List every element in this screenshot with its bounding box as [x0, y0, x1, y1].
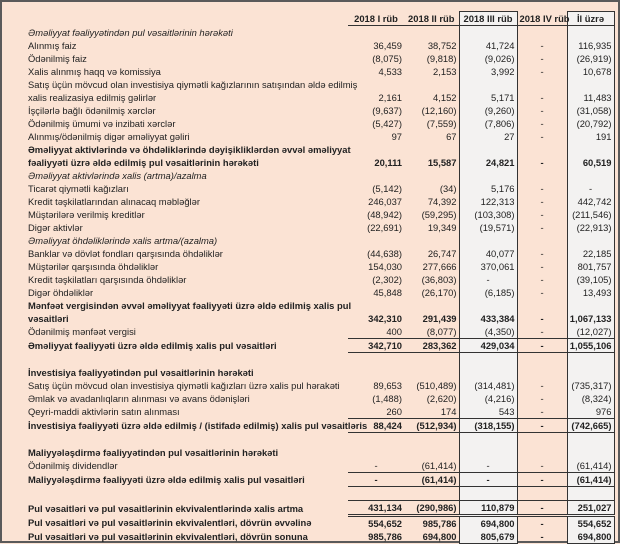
- value-cell: [459, 433, 517, 447]
- row-label: Kredit təşkilatlarından alınacaq məbləğlər: [28, 196, 200, 207]
- value-cell: (61,414): [567, 473, 614, 487]
- value-cell: [517, 366, 567, 379]
- value-cell: -: [540, 287, 544, 298]
- value-cell: -: [517, 459, 567, 473]
- table-row: [8, 339, 614, 353]
- table-row: [8, 65, 614, 78]
- row-label: Ticarət qiymətli kağızları: [28, 183, 129, 194]
- value-cell: [348, 234, 404, 247]
- value-cell: -: [540, 92, 544, 103]
- value-cell: 22,185: [567, 247, 614, 260]
- row-label: fəaliyyəti üzrə əldə edilmiş pul vəsaitlərinin hərəkəti: [28, 157, 259, 168]
- table-row: [8, 312, 614, 325]
- value-cell: -: [517, 405, 567, 419]
- table-row: [8, 195, 614, 208]
- row-label: Satış üçün mövcud olan investisiya qiymətli kağızları üzrə xalis pul hərakəti: [28, 380, 340, 391]
- value-cell: 805,679: [459, 530, 517, 544]
- table-row: [8, 104, 614, 117]
- value-cell: -: [540, 157, 544, 168]
- value-cell: (12,027): [567, 325, 614, 339]
- value-cell: [348, 446, 404, 459]
- value-cell: -: [517, 325, 567, 339]
- header-label-cell: [8, 12, 348, 26]
- value-cell: 342,710: [348, 339, 404, 353]
- row-label: Ödənilmiş faiz: [28, 53, 87, 64]
- value-cell: 5,171: [459, 91, 517, 104]
- row-label: Pul vəsaitləri və pul vəsaitlərinin ekvivalentləri, dövrün əvvəlinə: [28, 517, 312, 529]
- value-cell: 122,313: [459, 195, 517, 208]
- value-cell: [517, 353, 567, 367]
- value-cell: 191: [567, 130, 614, 143]
- row-label: Pul vəsaitləri və pul vəsaitlərinin ekvivalentləri, dövrün sonuna: [28, 531, 308, 543]
- value-cell: [567, 234, 614, 247]
- value-cell: 433,384: [459, 312, 517, 325]
- value-cell: (735,317): [567, 379, 614, 392]
- value-cell: 174: [404, 405, 459, 419]
- value-cell: -: [540, 261, 544, 272]
- value-cell: 2,161: [378, 92, 402, 103]
- row-label: Əməliyyat fəaliyyətindən pul vəsaitlərinin hərəkəti: [28, 26, 233, 38]
- value-cell: 19,349: [427, 222, 457, 233]
- value-cell: (5,427): [372, 118, 402, 129]
- value-cell: [459, 487, 517, 501]
- value-cell: 442,742: [567, 195, 614, 208]
- value-cell: 342,310: [368, 313, 402, 324]
- value-cell: [459, 78, 517, 91]
- value-cell: (26,919): [567, 52, 614, 65]
- value-cell: [459, 353, 517, 367]
- value-cell: -: [540, 313, 544, 324]
- value-cell: -: [540, 248, 544, 259]
- row-label: Əməliyyat aktivlərində və öhdəliklərində dəyişikliklərdən əvvəl əməliyyat: [28, 144, 351, 155]
- value-cell: (6,185): [459, 286, 517, 299]
- value-cell: -: [348, 473, 404, 487]
- value-cell: (61,414): [404, 459, 459, 473]
- value-cell: [348, 26, 404, 40]
- value-cell: [459, 143, 517, 156]
- value-cell: -: [540, 531, 544, 543]
- value-cell: -: [540, 66, 544, 77]
- value-cell: [404, 353, 459, 367]
- row-label: Alınmış/ödənilmiş digər əməliyyat gəliri: [28, 131, 190, 142]
- value-cell: 27: [459, 130, 517, 143]
- value-cell: -: [540, 131, 544, 142]
- value-cell: -: [459, 459, 517, 473]
- row-label: Əməliyyat öhdəliklərində xalis artma/(azalma): [28, 235, 218, 246]
- row-label: [8, 487, 348, 501]
- value-cell: 260: [348, 405, 404, 419]
- row-label: Alınmış faiz: [28, 40, 77, 51]
- value-cell: -: [348, 459, 404, 473]
- value-cell: -: [540, 222, 544, 233]
- value-cell: [404, 78, 459, 91]
- value-cell: 15,587: [427, 157, 457, 168]
- value-cell: [404, 366, 459, 379]
- value-cell: [459, 366, 517, 379]
- value-cell: 74,392: [427, 196, 457, 207]
- table-row: [8, 234, 614, 247]
- column-header: 2018 IV rüb: [517, 12, 567, 26]
- value-cell: 4,152: [433, 92, 457, 103]
- value-cell: [404, 26, 459, 40]
- value-cell: 154,030: [368, 261, 402, 272]
- row-label: Əmlak və avadanlıqların alınması və avans ödənişləri: [28, 393, 250, 404]
- value-cell: (12,160): [421, 105, 457, 116]
- value-cell: 694,800: [459, 516, 517, 531]
- table-row: [8, 379, 614, 392]
- value-cell: -: [540, 40, 544, 51]
- value-cell: 5,176: [459, 182, 517, 195]
- value-cell: -: [517, 501, 567, 516]
- value-cell: [567, 433, 614, 447]
- row-label: Ödənilmiş mənfəət vergisi: [28, 326, 136, 338]
- value-cell: 45,848: [373, 287, 402, 298]
- table-row: [8, 405, 614, 419]
- value-cell: (7,806): [459, 117, 517, 130]
- value-cell: (510,489): [416, 380, 457, 391]
- table-row: [8, 169, 614, 182]
- value-cell: (4,350): [459, 325, 517, 339]
- value-cell: (9,637): [372, 105, 402, 116]
- value-cell: (20,792): [567, 117, 614, 130]
- row-label: Xalis alınmış haqq və komissiya: [28, 66, 161, 77]
- table-row: [8, 182, 614, 195]
- value-cell: (36,803): [421, 274, 457, 285]
- value-cell: (26,170): [421, 287, 457, 298]
- value-cell: 976: [567, 405, 614, 419]
- value-cell: 543: [459, 405, 517, 419]
- value-cell: 277,666: [422, 261, 457, 272]
- value-cell: (44,638): [367, 248, 402, 259]
- value-cell: (48,942): [367, 209, 402, 220]
- value-cell: 26,747: [427, 248, 457, 259]
- value-cell: 3,992: [459, 65, 517, 78]
- row-label: [8, 433, 348, 447]
- value-cell: -: [459, 273, 517, 286]
- table-row: [8, 299, 614, 312]
- value-cell: [459, 299, 517, 312]
- table-row: [8, 52, 614, 65]
- value-cell: (9,818): [426, 53, 457, 64]
- value-cell: (61,414): [567, 459, 614, 473]
- value-cell: [404, 169, 459, 182]
- row-label: Qeyri-maddi aktivlərin satın alınması: [28, 406, 180, 418]
- value-cell: (31,058): [567, 104, 614, 117]
- value-cell: [459, 169, 517, 182]
- value-cell: [459, 26, 517, 40]
- value-cell: -: [517, 419, 567, 433]
- value-cell: 694,800: [567, 530, 614, 544]
- value-cell: [517, 234, 567, 247]
- value-cell: 116,935: [567, 39, 614, 52]
- table-row: [8, 487, 614, 501]
- value-cell: (8,075): [372, 53, 402, 64]
- table-row: [8, 247, 614, 260]
- value-cell: [517, 299, 567, 312]
- value-cell: 20,111: [374, 157, 402, 168]
- value-cell: [348, 299, 404, 312]
- row-label: Ödənilmiş ümumi və inzibati xərclər: [28, 118, 176, 129]
- value-cell: [567, 78, 614, 91]
- value-cell: 89,653: [373, 380, 402, 391]
- value-cell: [348, 169, 404, 182]
- column-header: İl üzrə: [567, 12, 614, 26]
- value-cell: (2,302): [372, 274, 402, 285]
- value-cell: (1,488): [372, 393, 402, 404]
- table-row: [8, 39, 614, 52]
- table-row: [8, 433, 614, 447]
- value-cell: 694,800: [422, 531, 457, 543]
- value-cell: (4,216): [459, 392, 517, 405]
- value-cell: 554,652: [567, 516, 614, 531]
- value-cell: (318,155): [459, 419, 517, 433]
- row-label: İnvestisiya fəaliyyəti üzrə əldə edilmiş / (istifadə edilmiş) xalis pul vəsaitləris: [28, 420, 368, 431]
- value-cell: [404, 433, 459, 447]
- column-header: 2018 III rüb: [459, 12, 517, 26]
- value-cell: 110,879: [459, 501, 517, 516]
- value-cell: 88,424: [348, 419, 404, 433]
- value-cell: [567, 353, 614, 367]
- value-cell: (9,260): [459, 104, 517, 117]
- row-label: Maliyyələşdirmə fəaliyyətindən pul vəsaitlərinin hərəkəti: [28, 447, 279, 458]
- row-label: Digər öhdəliklər: [28, 287, 94, 298]
- table-row: [8, 260, 614, 273]
- table-row: [8, 366, 614, 379]
- value-cell: [404, 487, 459, 501]
- value-cell: -: [540, 518, 544, 529]
- value-cell: 400: [348, 325, 404, 339]
- table-row: [8, 78, 614, 91]
- value-cell: -: [540, 118, 544, 129]
- value-cell: (34): [439, 183, 457, 194]
- value-cell: -: [540, 393, 544, 404]
- row-label: Müştərilərə verilmiş kreditlər: [28, 209, 145, 220]
- value-cell: 1,067,133: [567, 312, 614, 325]
- table-row: [8, 117, 614, 130]
- table-row: [8, 156, 614, 169]
- table-row: [8, 516, 614, 531]
- value-cell: 13,493: [567, 286, 614, 299]
- value-cell: 431,134: [348, 501, 404, 516]
- column-header: 2018 I rüb: [348, 12, 404, 26]
- value-cell: [404, 446, 459, 459]
- value-cell: 38,752: [427, 40, 457, 51]
- value-cell: 246,037: [368, 196, 402, 207]
- value-cell: 11,483: [567, 91, 614, 104]
- row-label: Pul vəsaitləri və pul vəsaitlərinin ekvivalentlərində xalis artma: [28, 502, 304, 514]
- row-label: Banklar və dövlət fondları qarşısında öhdəliklər: [28, 248, 223, 259]
- table-row: [8, 26, 614, 40]
- value-cell: 41,724: [459, 39, 517, 52]
- value-cell: -: [540, 274, 544, 285]
- value-cell: [567, 169, 614, 182]
- row-label: [8, 353, 348, 367]
- row-label: Satış üçün mövcud olan investisiya qiymətli kağızlarının satışından əldə edilmiş: [28, 79, 358, 90]
- value-cell: [348, 366, 404, 379]
- value-cell: -: [540, 105, 544, 116]
- value-cell: (39,105): [567, 273, 614, 286]
- value-cell: 40,077: [459, 247, 517, 260]
- row-label: Kredit təşkilatları qarşısında öhdəliklər: [28, 274, 187, 285]
- value-cell: [404, 299, 459, 312]
- row-label: Müştərilər qarşısında öhdəliklər: [28, 261, 159, 272]
- value-cell: (742,665): [567, 419, 614, 433]
- value-cell: [348, 487, 404, 501]
- value-cell: 429,034: [459, 339, 517, 353]
- value-cell: 554,652: [368, 518, 402, 529]
- value-cell: 67: [446, 131, 457, 142]
- value-cell: [567, 26, 614, 40]
- value-cell: [517, 169, 567, 182]
- table-row: [8, 273, 614, 286]
- row-label: vəsaitləri: [28, 313, 69, 324]
- row-label: Digər aktivlər: [28, 222, 83, 233]
- value-cell: (9,026): [459, 52, 517, 65]
- value-cell: (61,414): [404, 473, 459, 487]
- value-cell: (103,308): [459, 208, 517, 221]
- value-cell: (7,559): [426, 118, 457, 129]
- table-row: [8, 143, 614, 156]
- table-row: [8, 353, 614, 367]
- row-label: İnvestisiya fəaliyyətindən pul vəsaitlərinin hərəkəti: [28, 367, 254, 378]
- value-cell: [404, 143, 459, 156]
- table-row: [8, 91, 614, 104]
- row-label: xalis realizasiya edilmiş gəlirlər: [28, 92, 157, 103]
- value-cell: [348, 353, 404, 367]
- value-cell: (22,691): [367, 222, 402, 233]
- value-cell: 60,519: [567, 156, 614, 169]
- value-cell: [404, 234, 459, 247]
- value-cell: [567, 366, 614, 379]
- row-label: Əməliyyat fəaliyyəti üzrə əldə edilmiş xalis pul vəsaitləri: [28, 340, 277, 351]
- value-cell: -: [459, 473, 517, 487]
- value-cell: 4,533: [378, 66, 402, 77]
- value-cell: (8,077): [404, 325, 459, 339]
- table-row: [8, 501, 614, 516]
- table-header-row: [8, 12, 614, 26]
- table-row: [8, 286, 614, 299]
- value-cell: -: [517, 473, 567, 487]
- value-cell: -: [517, 339, 567, 353]
- value-cell: [517, 143, 567, 156]
- value-cell: (290,986): [404, 501, 459, 516]
- value-cell: (211,546): [567, 208, 614, 221]
- value-cell: (8,324): [567, 392, 614, 405]
- value-cell: -: [540, 209, 544, 220]
- value-cell: [517, 487, 567, 501]
- value-cell: 985,786: [422, 518, 457, 529]
- value-cell: 370,061: [459, 260, 517, 273]
- value-cell: [567, 446, 614, 459]
- table-row: [8, 473, 614, 487]
- value-cell: 24,821: [459, 156, 517, 169]
- row-label: Maliyyələşdirmə fəaliyyəti üzrə əldə edilmiş xalis pul vəsaitləri: [28, 474, 305, 485]
- table-row: [8, 419, 614, 433]
- value-cell: [459, 446, 517, 459]
- value-cell: -: [540, 183, 544, 194]
- value-cell: [567, 143, 614, 156]
- table-row: [8, 459, 614, 473]
- value-cell: 291,439: [422, 313, 457, 324]
- value-cell: [567, 299, 614, 312]
- value-cell: (5,142): [372, 183, 402, 194]
- value-cell: [348, 143, 404, 156]
- value-cell: 10,678: [567, 65, 614, 78]
- value-cell: 283,362: [404, 339, 459, 353]
- table-row: [8, 446, 614, 459]
- table-row: [8, 208, 614, 221]
- row-label: Əməliyyat aktivlərində xalis (artma)/azalma: [28, 170, 207, 181]
- value-cell: [517, 446, 567, 459]
- value-cell: -: [540, 196, 544, 207]
- value-cell: 985,786: [368, 531, 402, 543]
- value-cell: [517, 26, 567, 40]
- value-cell: [517, 78, 567, 91]
- value-cell: [567, 487, 614, 501]
- value-cell: 2,153: [433, 66, 457, 77]
- value-cell: 801,757: [567, 260, 614, 273]
- table-row: [8, 392, 614, 405]
- value-cell: (19,571): [459, 221, 517, 234]
- value-cell: 1,055,106: [567, 339, 614, 353]
- table-row: [8, 325, 614, 339]
- value-cell: [517, 433, 567, 447]
- table-row: [8, 530, 614, 544]
- row-label: İşçilərlə bağlı ödənilmiş xərclər: [28, 105, 156, 116]
- value-cell: -: [567, 182, 614, 195]
- value-cell: [459, 234, 517, 247]
- value-cell: [348, 433, 404, 447]
- table-row: [8, 221, 614, 234]
- value-cell: 97: [391, 131, 402, 142]
- table-row: [8, 130, 614, 143]
- cash-flow-table: [8, 11, 615, 544]
- value-cell: (314,481): [459, 379, 517, 392]
- value-cell: (22,913): [567, 221, 614, 234]
- column-header: 2018 II rüb: [404, 12, 459, 26]
- row-label: Mənfəət vergisindən əvvəl əməliyyat fəaliyyəti üzrə əldə edilmiş xalis pul: [28, 300, 352, 311]
- value-cell: (512,934): [404, 419, 459, 433]
- value-cell: -: [540, 53, 544, 64]
- value-cell: 251,027: [567, 501, 614, 516]
- value-cell: -: [540, 380, 544, 391]
- row-label: Ödənilmiş dividendlər: [28, 460, 118, 472]
- value-cell: (59,295): [421, 209, 457, 220]
- value-cell: 36,459: [373, 40, 402, 51]
- value-cell: (2,620): [426, 393, 457, 404]
